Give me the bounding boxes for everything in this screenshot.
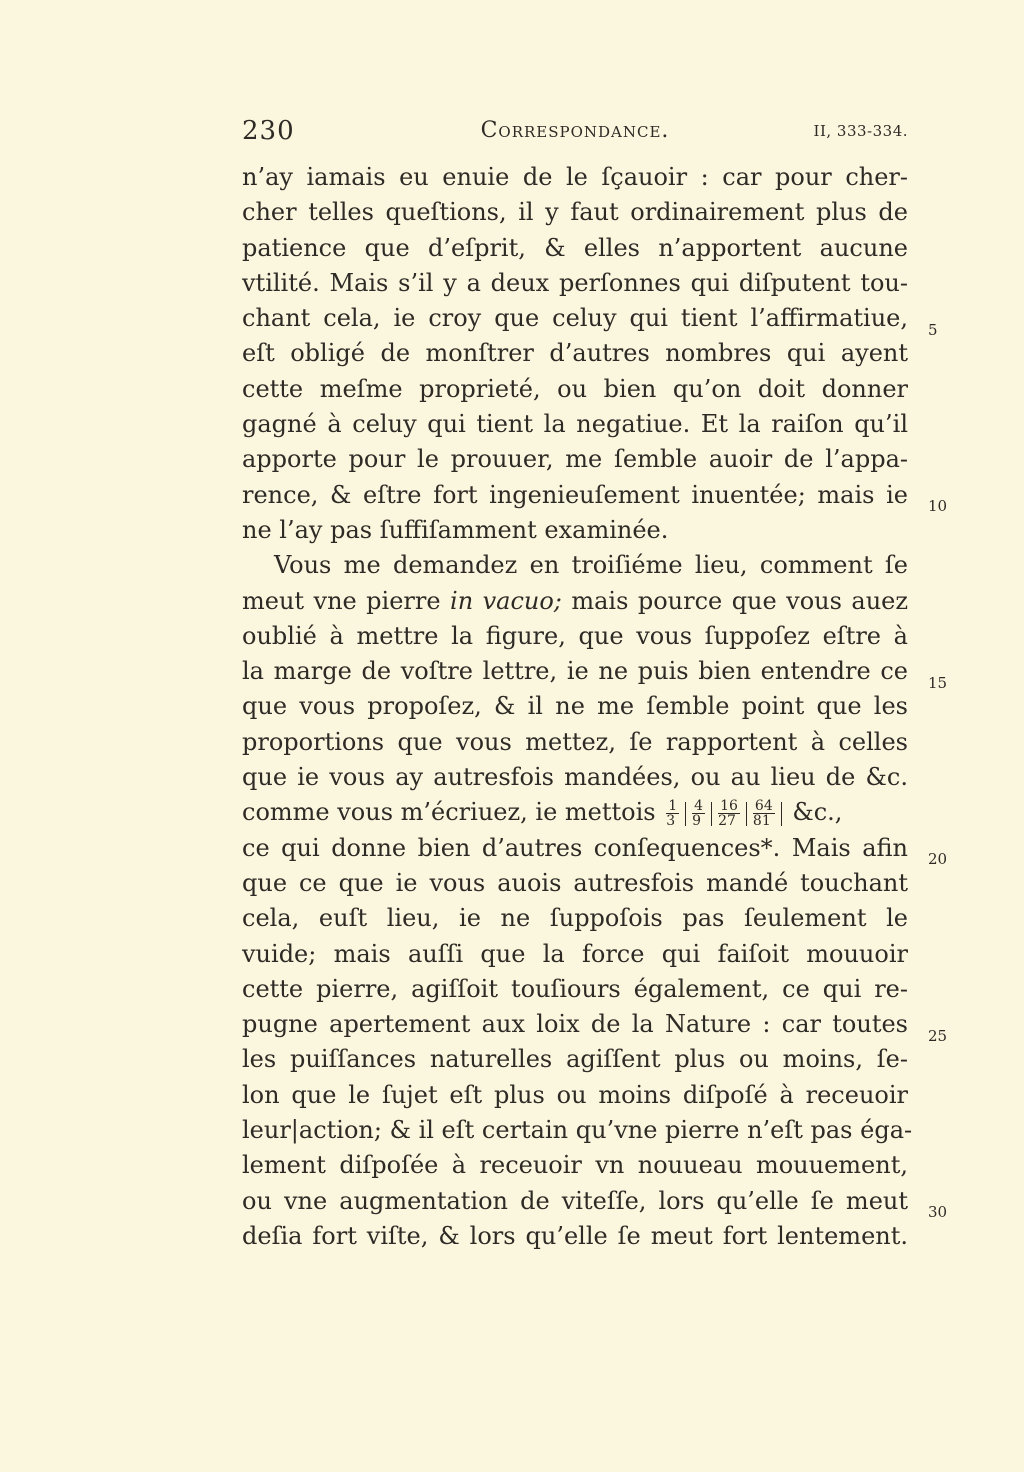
text-line: cela, euſt lieu, ie ne ſuppoſois pas ſeulement le — [242, 904, 908, 933]
fraction — [692, 799, 705, 828]
text-line: ne l’ay pas ſuffiſamment examinée. — [242, 515, 669, 544]
text-line: proportions que vous mettez, ſe rapportent à celles — [242, 727, 908, 756]
running-title: Correspondance. — [480, 118, 670, 143]
separator-bar — [711, 802, 712, 826]
fraction-numerator: 4 — [694, 798, 704, 815]
text-segment: comme vous m’écriuez, ie mettois — [242, 798, 656, 827]
text-line: la marge de voſtre lettre, ie ne puis bien entendre ce — [242, 657, 908, 686]
text-line: les puiſſances naturelles agiſſent plus ou moins, ſe- — [242, 1045, 908, 1074]
text-line: leur|action; & il eſt certain qu’vne pierre n’eſt pas éga- — [242, 1116, 913, 1145]
italic-phrase: in vacuo; — [450, 586, 562, 615]
fraction-denominator: 9 — [692, 813, 702, 830]
fraction-denominator: 3 — [666, 813, 676, 830]
fraction — [666, 799, 679, 828]
text-line-with-italic — [242, 584, 908, 619]
text-line: eſt obligé de monſtrer d’autres nombres qui ayent — [242, 339, 908, 368]
text-line: que vous propoſez, & il ne me ſemble point que les — [242, 692, 908, 721]
text-line: ce qui donne bien d’autres conſequences*. Mais afin — [242, 833, 908, 862]
text-line: deſia fort viſte, & lors qu’elle ſe meut fort lentement. — [242, 1221, 908, 1250]
page-reference: II, 333-334. — [813, 122, 908, 140]
fraction-denominator: 27 — [718, 813, 736, 830]
text-line: patience que d’eſprit, & elles n’apportent aucune — [242, 233, 908, 262]
text-segment: mais pource que vous auez — [561, 586, 909, 615]
fraction — [753, 799, 775, 828]
separator-bar — [781, 802, 782, 826]
line-number-15: 15 — [928, 674, 948, 692]
fraction-numerator: 64 — [754, 798, 773, 815]
text-line: gagné à celuy qui tient la negatiue. Et la raiſon qu’il — [242, 410, 908, 439]
fraction-suffix: &c., — [792, 798, 843, 827]
fraction-denominator: 81 — [752, 813, 771, 830]
separator-bar — [685, 802, 686, 826]
line-number-30: 30 — [928, 1203, 948, 1221]
page-header — [242, 116, 908, 148]
separator-bar — [746, 802, 747, 826]
text-line: chant cela, ie croy que celuy qui tient l’affirmatiue, — [242, 304, 908, 333]
text-line: que ie vous ay autresfois mandées, ou au lieu de &c. — [242, 763, 908, 792]
paragraph-start-line: Vous me demandez en troiſiéme lieu, comment ſe — [274, 551, 908, 580]
text-line: cette meſme proprieté, ou bien qu’on doit donner — [242, 374, 908, 403]
text-line: apporte pour le prouuer, me ſemble auoir de l’appa- — [242, 445, 908, 474]
text-line: rence, & eſtre fort ingenieuſement inuentée; mais ie — [242, 480, 908, 509]
text-line: vtilité. Mais s’il y a deux perſonnes qui diſputent tou- — [242, 268, 908, 297]
text-line-with-fractions — [242, 795, 908, 830]
text-line: ou vne augmentation de viteſſe, lors qu’elle ſe meut — [242, 1186, 908, 1215]
text-line: que ce que ie vous auois autresfois mandé touchant — [242, 868, 908, 897]
body-text — [242, 160, 913, 1254]
text-line: oublié à mettre la figure, que vous ſuppoſez eſtre à — [242, 621, 908, 650]
text-line: lement diſpoſée à receuoir vn nouueau mouuement, — [242, 1151, 908, 1180]
page-number: 230 — [242, 116, 295, 146]
fraction-numerator: 1 — [668, 798, 678, 815]
text-line: cette pierre, agiſſoit touſiours également, ce qui re- — [242, 974, 908, 1003]
line-number-5: 5 — [928, 321, 938, 339]
text-line: lon que le ſujet eſt plus ou moins diſpoſé à receuoir — [242, 1080, 908, 1109]
text-line: cher telles queſtions, il y faut ordinairement plus de — [242, 198, 908, 227]
text-line: n’ay iamais eu enuie de le ſçauoir : car pour cher- — [242, 163, 908, 191]
text-line: pugne apertement aux loix de la Nature : car toutes — [242, 1010, 908, 1039]
text-segment: meut vne pierre — [242, 586, 451, 615]
fraction-numerator: 16 — [720, 798, 738, 815]
line-number-10: 10 — [928, 497, 948, 515]
line-number-20: 20 — [928, 850, 948, 868]
line-number-25: 25 — [928, 1027, 948, 1045]
text-line: vuide; mais auſſi que la force qui faiſoit mouuoir — [242, 939, 908, 968]
fraction — [718, 799, 740, 828]
